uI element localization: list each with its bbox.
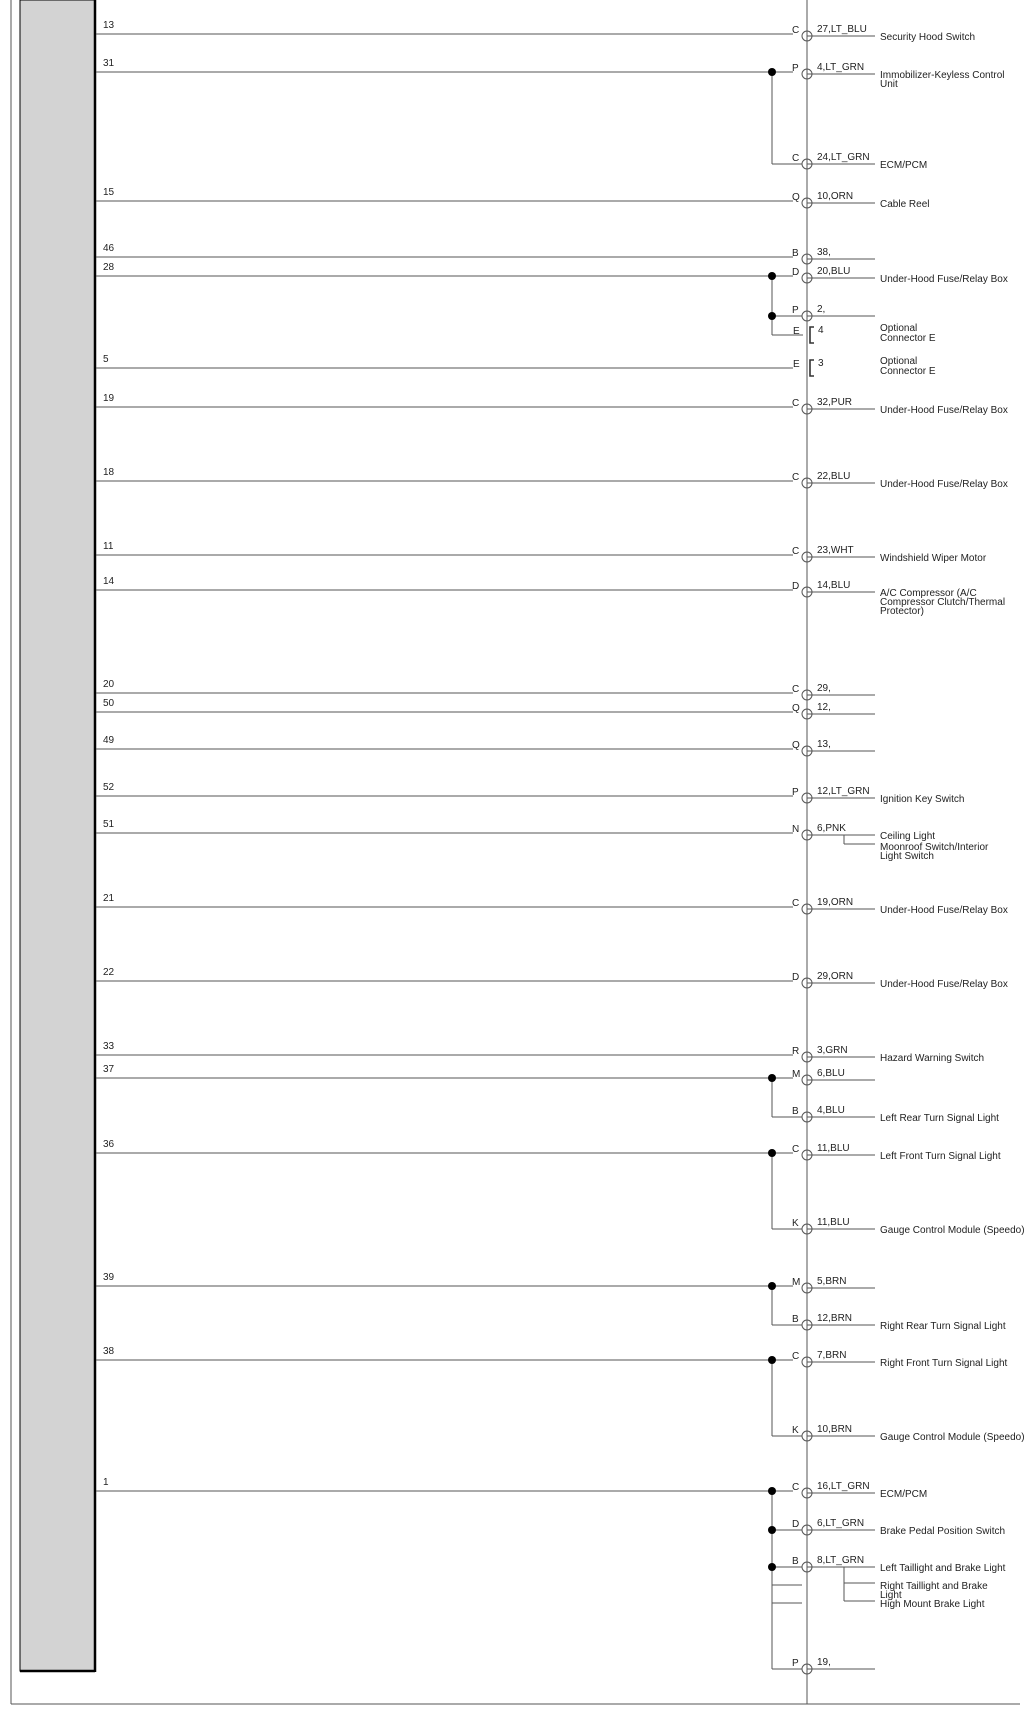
pin-label: 49 [103, 735, 115, 746]
connector-letter: B [792, 248, 799, 259]
connector-letter: C [792, 1351, 800, 1362]
destination-label: Cable Reel [880, 199, 930, 210]
destination-label: Left Taillight and Brake Light [880, 1563, 1006, 1574]
connector-letter: C [792, 898, 800, 909]
pin-label: 52 [103, 782, 115, 793]
connector-letter: C [792, 684, 800, 695]
connector-letter: B [792, 1314, 799, 1325]
destination-label: Left Front Turn Signal Light [880, 1151, 1001, 1162]
wire-label: 12,LT_GRN [817, 786, 870, 797]
splice-dot [768, 1563, 776, 1571]
wire-label: 8,LT_GRN [817, 1555, 865, 1566]
destination-label: Hazard Warning Switch [880, 1053, 985, 1064]
connector-letter: D [792, 267, 800, 278]
pin-label: 31 [103, 58, 115, 69]
destination-label: Brake Pedal Position Switch [880, 1526, 1006, 1537]
wire-label: 24,LT_GRN [817, 152, 870, 163]
connector-letter: R [792, 1046, 800, 1057]
connector-letter: P [792, 787, 799, 798]
wire-label: 10,BRN [817, 1424, 853, 1435]
connector-letter: M [792, 1069, 801, 1080]
pin-label: 5 [103, 354, 109, 365]
connector-letter: K [792, 1425, 799, 1436]
connector-letter: C [792, 398, 800, 409]
connector-letter: C [792, 153, 800, 164]
destination-label: High Mount Brake Light [880, 1599, 985, 1610]
connector-letter: E [793, 359, 800, 370]
connector-letter: B [792, 1556, 799, 1567]
wire-label: 11,BLU [817, 1143, 850, 1154]
connector-letter: D [792, 581, 800, 592]
optional-connector-bracket [810, 360, 814, 376]
destination-label: Unit [880, 79, 898, 90]
destination-label: Under-Hood Fuse/Relay Box [880, 479, 1008, 490]
wire-label: 12,BRN [817, 1313, 853, 1324]
splice-dot [768, 272, 776, 280]
control-module-block [20, 0, 95, 1671]
connector-letter: Q [792, 703, 800, 714]
destination-label: Ignition Key Switch [880, 794, 965, 805]
connector-letter: P [792, 1658, 799, 1669]
connector-letter: C [792, 25, 800, 36]
splice-dot [768, 1282, 776, 1290]
destination-label: Gauge Control Module (Speedo) [880, 1432, 1025, 1443]
wire-label: 7,BRN [817, 1350, 847, 1361]
connector-letter: E [793, 326, 800, 337]
pin-label: 19 [103, 393, 115, 404]
connector-letter: D [792, 1519, 800, 1530]
pin-label: 18 [103, 467, 115, 478]
destination-label: Compressor Clutch/Thermal [880, 597, 1006, 608]
connector-letter: C [792, 546, 800, 557]
pin-label: 11 [103, 541, 114, 552]
wire-label: 16,LT_GRN [817, 1481, 870, 1492]
wire-label: 2, [817, 304, 826, 315]
wire-label: 20,BLU [817, 266, 851, 277]
wire-label: 6,BLU [817, 1068, 845, 1079]
destination-label: A/C Compressor (A/C [880, 588, 977, 599]
splice-dot [768, 1356, 776, 1364]
destination-label: Optional [880, 356, 918, 367]
wire-label: 13, [817, 739, 831, 750]
destination-label: Security Hood Switch [880, 32, 976, 43]
wire-label: 29, [817, 683, 831, 694]
pin-label: 14 [103, 576, 115, 587]
splice-dot [768, 1074, 776, 1082]
connector-letter: B [792, 1106, 799, 1117]
connector-letter: C [792, 472, 800, 483]
connector-letter: M [792, 1277, 801, 1288]
destination-label: ECM/PCM [880, 160, 928, 171]
destination-label: Protector) [880, 606, 924, 617]
splice-dot [768, 68, 776, 76]
wire-label: 12, [817, 702, 831, 713]
optional-connector-bracket [810, 327, 814, 343]
destination-label: Light Switch [880, 851, 934, 862]
destination-label: Gauge Control Module (Speedo) [880, 1225, 1025, 1236]
wire-label: 10,ORN [817, 191, 854, 202]
connector-letter: K [792, 1218, 799, 1229]
destination-label: Right Taillight and Brake [880, 1581, 988, 1592]
destination-label: Under-Hood Fuse/Relay Box [880, 405, 1008, 416]
wire-label: 14,BLU [817, 580, 851, 591]
connector-letter: P [792, 305, 799, 316]
wire-label: 38, [817, 247, 831, 258]
pin-label: 13 [103, 20, 115, 31]
pin-label: 51 [103, 819, 115, 830]
destination-label: ECM/PCM [880, 1489, 928, 1500]
wire-label: 29,ORN [817, 971, 854, 982]
destination-label: Immobilizer-Keyless Control [880, 70, 1005, 81]
destination-label: Right Rear Turn Signal Light [880, 1321, 1006, 1332]
pin-label: 33 [103, 1041, 115, 1052]
connector-letter: Q [792, 740, 800, 751]
wire-label: 6,LT_GRN [817, 1518, 865, 1529]
wire-label: 3 [818, 358, 824, 369]
pin-label: 37 [103, 1064, 115, 1075]
splice-dot [768, 1149, 776, 1157]
wire-label: 4 [818, 325, 824, 336]
rows-layer [96, 20, 1025, 1674]
destination-label: Light [880, 1590, 902, 1601]
pin-label: 36 [103, 1139, 115, 1150]
wire-label: 4,BLU [817, 1105, 845, 1116]
wire-label: 5,BRN [817, 1276, 847, 1287]
pin-label: 50 [103, 698, 115, 709]
destination-label: Optional [880, 323, 918, 334]
connector-letter: P [792, 63, 799, 74]
splice-dot [768, 1526, 776, 1534]
destination-label: Left Rear Turn Signal Light [880, 1113, 999, 1124]
connector-letter: D [792, 972, 800, 983]
wire-label: 3,GRN [817, 1045, 848, 1056]
destination-label: Under-Hood Fuse/Relay Box [880, 274, 1008, 285]
destination-label: Under-Hood Fuse/Relay Box [880, 905, 1008, 916]
wire-label: 23,WHT [817, 545, 854, 556]
wire-label: 4,LT_GRN [817, 62, 865, 73]
wire-label: 19, [817, 1657, 831, 1668]
wire-label: 11,BLU [817, 1217, 850, 1228]
pin-label: 38 [103, 1346, 115, 1357]
destination-label: Under-Hood Fuse/Relay Box [880, 979, 1008, 990]
destination-label: Connector E [880, 333, 936, 344]
pin-label: 15 [103, 187, 115, 198]
destination-label: Moonroof Switch/Interior [880, 842, 989, 853]
destination-label: Right Front Turn Signal Light [880, 1358, 1008, 1369]
wire-label: 27,LT_BLU [817, 24, 867, 35]
destination-label: Windshield Wiper Motor [880, 553, 987, 564]
wire-label: 19,ORN [817, 897, 854, 908]
pin-label: 28 [103, 262, 115, 273]
wire-label: 32,PUR [817, 397, 853, 408]
connector-letter: Q [792, 192, 800, 203]
splice-dot [768, 1487, 776, 1495]
destination-label: Connector E [880, 366, 936, 377]
pin-label: 21 [103, 893, 115, 904]
pin-label: 20 [103, 679, 115, 690]
pin-label: 1 [103, 1477, 109, 1488]
connector-letter: C [792, 1482, 800, 1493]
pin-label: 22 [103, 967, 115, 978]
connector-letter: N [792, 824, 800, 835]
wire-label: 22,BLU [817, 471, 851, 482]
pin-label: 39 [103, 1272, 115, 1283]
pin-label: 46 [103, 243, 115, 254]
splice-dot [768, 312, 776, 320]
destination-label: Ceiling Light [880, 831, 936, 842]
connector-letter: C [792, 1144, 800, 1155]
wire-label: 6,PNK [817, 823, 846, 834]
